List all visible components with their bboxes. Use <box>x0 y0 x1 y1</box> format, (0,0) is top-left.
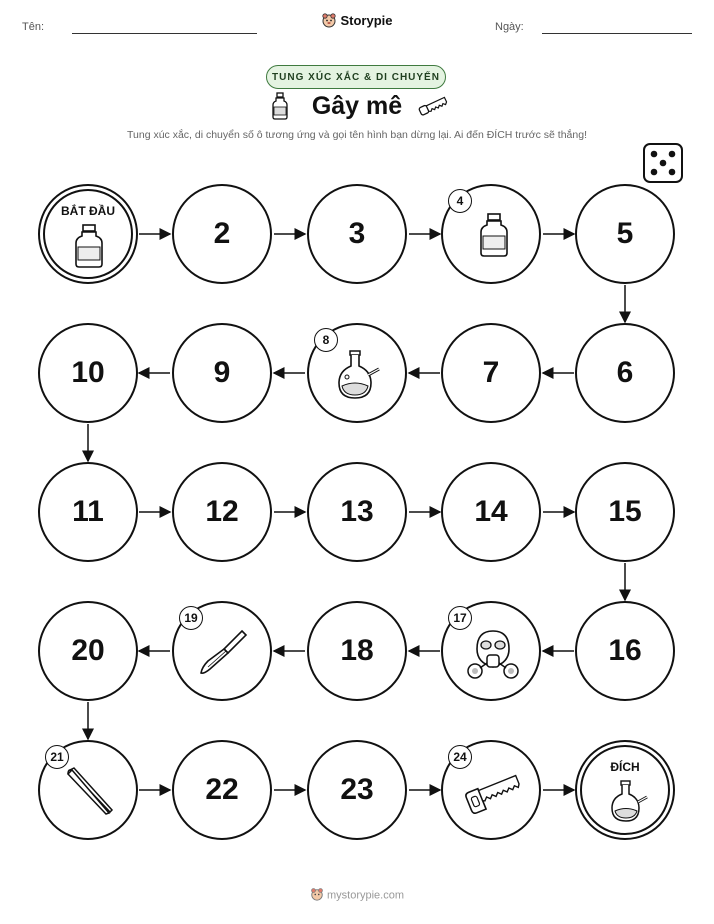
board-cell-9[interactable]: 9 <box>172 323 272 423</box>
date-label: Ngày: <box>495 21 524 33</box>
board-cell-7[interactable]: 7 <box>441 323 541 423</box>
board-cell-15[interactable]: 15 <box>575 462 675 562</box>
cell-number: 21 <box>45 745 69 769</box>
footer-url[interactable]: mystorypie.com <box>326 889 405 902</box>
board-cell-3[interactable]: 3 <box>307 184 407 284</box>
flask-icon <box>609 780 649 829</box>
board-cell-finish[interactable] <box>575 740 675 840</box>
saw-icon <box>465 774 523 819</box>
gas-mask-icon <box>467 629 519 686</box>
footer <box>0 887 714 904</box>
cell-number: 24 <box>448 745 472 769</box>
board-cell-2[interactable]: 2 <box>172 184 272 284</box>
board-cell-14[interactable]: 14 <box>441 462 541 562</box>
board-cell-17[interactable] <box>441 601 541 701</box>
cell-number: 8 <box>314 328 338 352</box>
storypie-logo-icon <box>310 887 324 904</box>
board-cell-23[interactable]: 23 <box>307 740 407 840</box>
start-label: BẮT ĐẦU <box>61 204 115 218</box>
board-cell-22[interactable]: 22 <box>172 740 272 840</box>
bottle-icon <box>480 213 508 262</box>
cell-number: 4 <box>448 189 472 213</box>
board-cell-20[interactable]: 20 <box>38 601 138 701</box>
flask-icon <box>333 349 385 406</box>
board-cell-19[interactable] <box>172 601 272 701</box>
cell-number: 17 <box>448 606 472 630</box>
activity-badge: TUNG XÚC XẮC & DI CHUYỂN <box>266 65 446 89</box>
finish-label: ĐÍCH <box>610 760 640 774</box>
board-cell-11[interactable]: 11 <box>38 462 138 562</box>
cell-number: 19 <box>179 606 203 630</box>
tweezers-icon <box>66 766 116 823</box>
bottle-icon <box>75 224 103 273</box>
instructions: Tung xúc xắc, di chuyển số ô tương ứng và gọi tên hình bạn dừng lại. Ai đến ĐÍCH trước sẽ thắng! <box>126 129 587 141</box>
board-cell-24[interactable] <box>441 740 541 840</box>
brand-name: Storypie <box>340 12 393 28</box>
board-cell-18[interactable]: 18 <box>307 601 407 701</box>
board-cell-5[interactable]: 5 <box>575 184 675 284</box>
board-cell-10[interactable]: 10 <box>38 323 138 423</box>
board-cell-4[interactable] <box>441 184 541 284</box>
board-cell-start[interactable] <box>38 184 138 284</box>
name-label: Tên: <box>22 21 45 33</box>
board-cell-12[interactable]: 12 <box>172 462 272 562</box>
board-cell-8[interactable] <box>307 323 407 423</box>
board-cell-6[interactable]: 6 <box>575 323 675 423</box>
board-cell-21[interactable] <box>38 740 138 840</box>
page-title: Gây mê <box>311 92 403 120</box>
scalpel-icon <box>198 627 248 682</box>
board-cell-16[interactable]: 16 <box>575 601 675 701</box>
board-cell-13[interactable]: 13 <box>307 462 407 562</box>
